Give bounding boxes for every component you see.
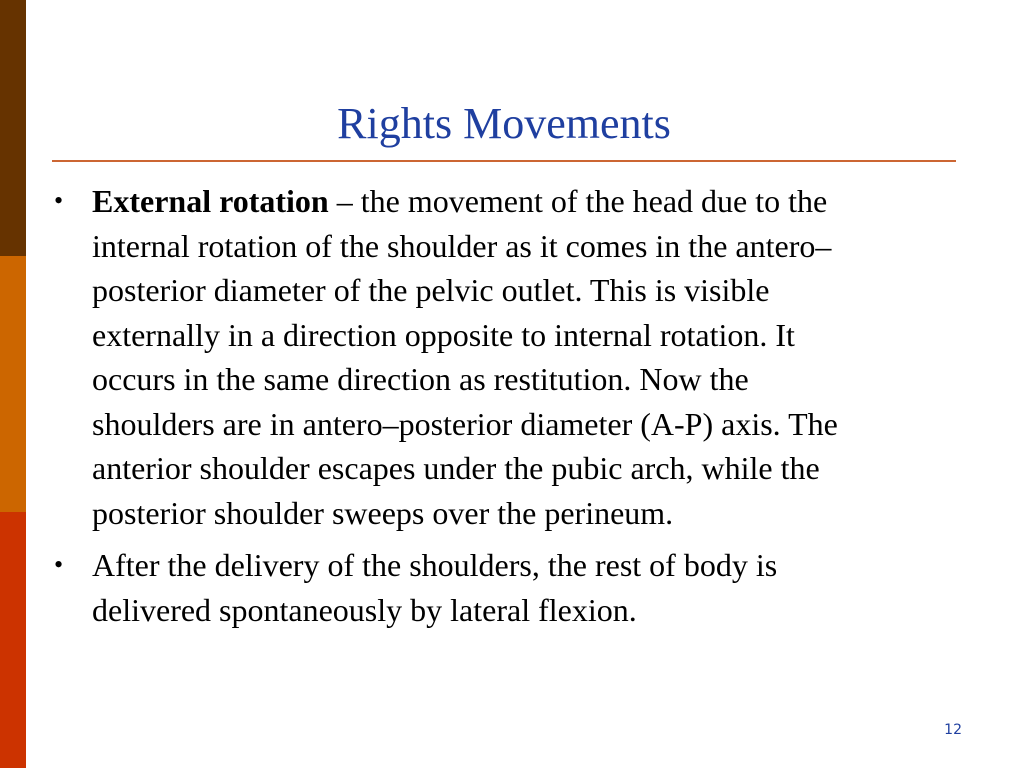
bullet-line xyxy=(92,179,964,224)
bullet-text xyxy=(92,543,964,632)
bullet-line: After the delivery of the shoulders, the rest of body is xyxy=(92,547,778,583)
sidebar-accent-middle xyxy=(0,256,26,512)
bullet-line: shoulders are in antero–posterior diameter (A-P) axis. The xyxy=(92,405,838,442)
bullet-line: posterior diameter of the pelvic outlet. This is visible xyxy=(92,272,770,308)
bullet-item-delivery xyxy=(44,543,964,632)
bullet-line: posterior shoulder sweeps over the perineum. xyxy=(92,494,674,531)
bullet-item-external-rotation xyxy=(44,179,964,535)
bullet-text xyxy=(92,179,964,535)
title-divider xyxy=(52,160,956,162)
bullet-term: External rotation xyxy=(92,183,329,219)
bullet-line: externally in a direction opposite to internal rotation. It xyxy=(92,316,795,353)
sidebar-accent-top xyxy=(0,0,26,256)
slide-title: Rights Movements xyxy=(337,99,671,148)
bullet-list xyxy=(44,179,964,640)
bullet-line: anterior shoulder escapes under the pubic arch, while the xyxy=(92,450,820,486)
sidebar-accent-bottom xyxy=(0,512,26,768)
bullet-line: delivered spontaneously by lateral flexion. xyxy=(92,591,637,628)
page-number: 12 xyxy=(944,722,962,738)
bullet-line: occurs in the same direction as restitution. Now the xyxy=(92,361,749,397)
bullet-line-text: – the movement of the head due to the xyxy=(328,183,828,219)
bullet-icon: • xyxy=(54,186,64,215)
bullet-line: internal rotation of the shoulder as it comes in the antero– xyxy=(92,227,832,264)
bullet-icon: • xyxy=(54,550,64,579)
